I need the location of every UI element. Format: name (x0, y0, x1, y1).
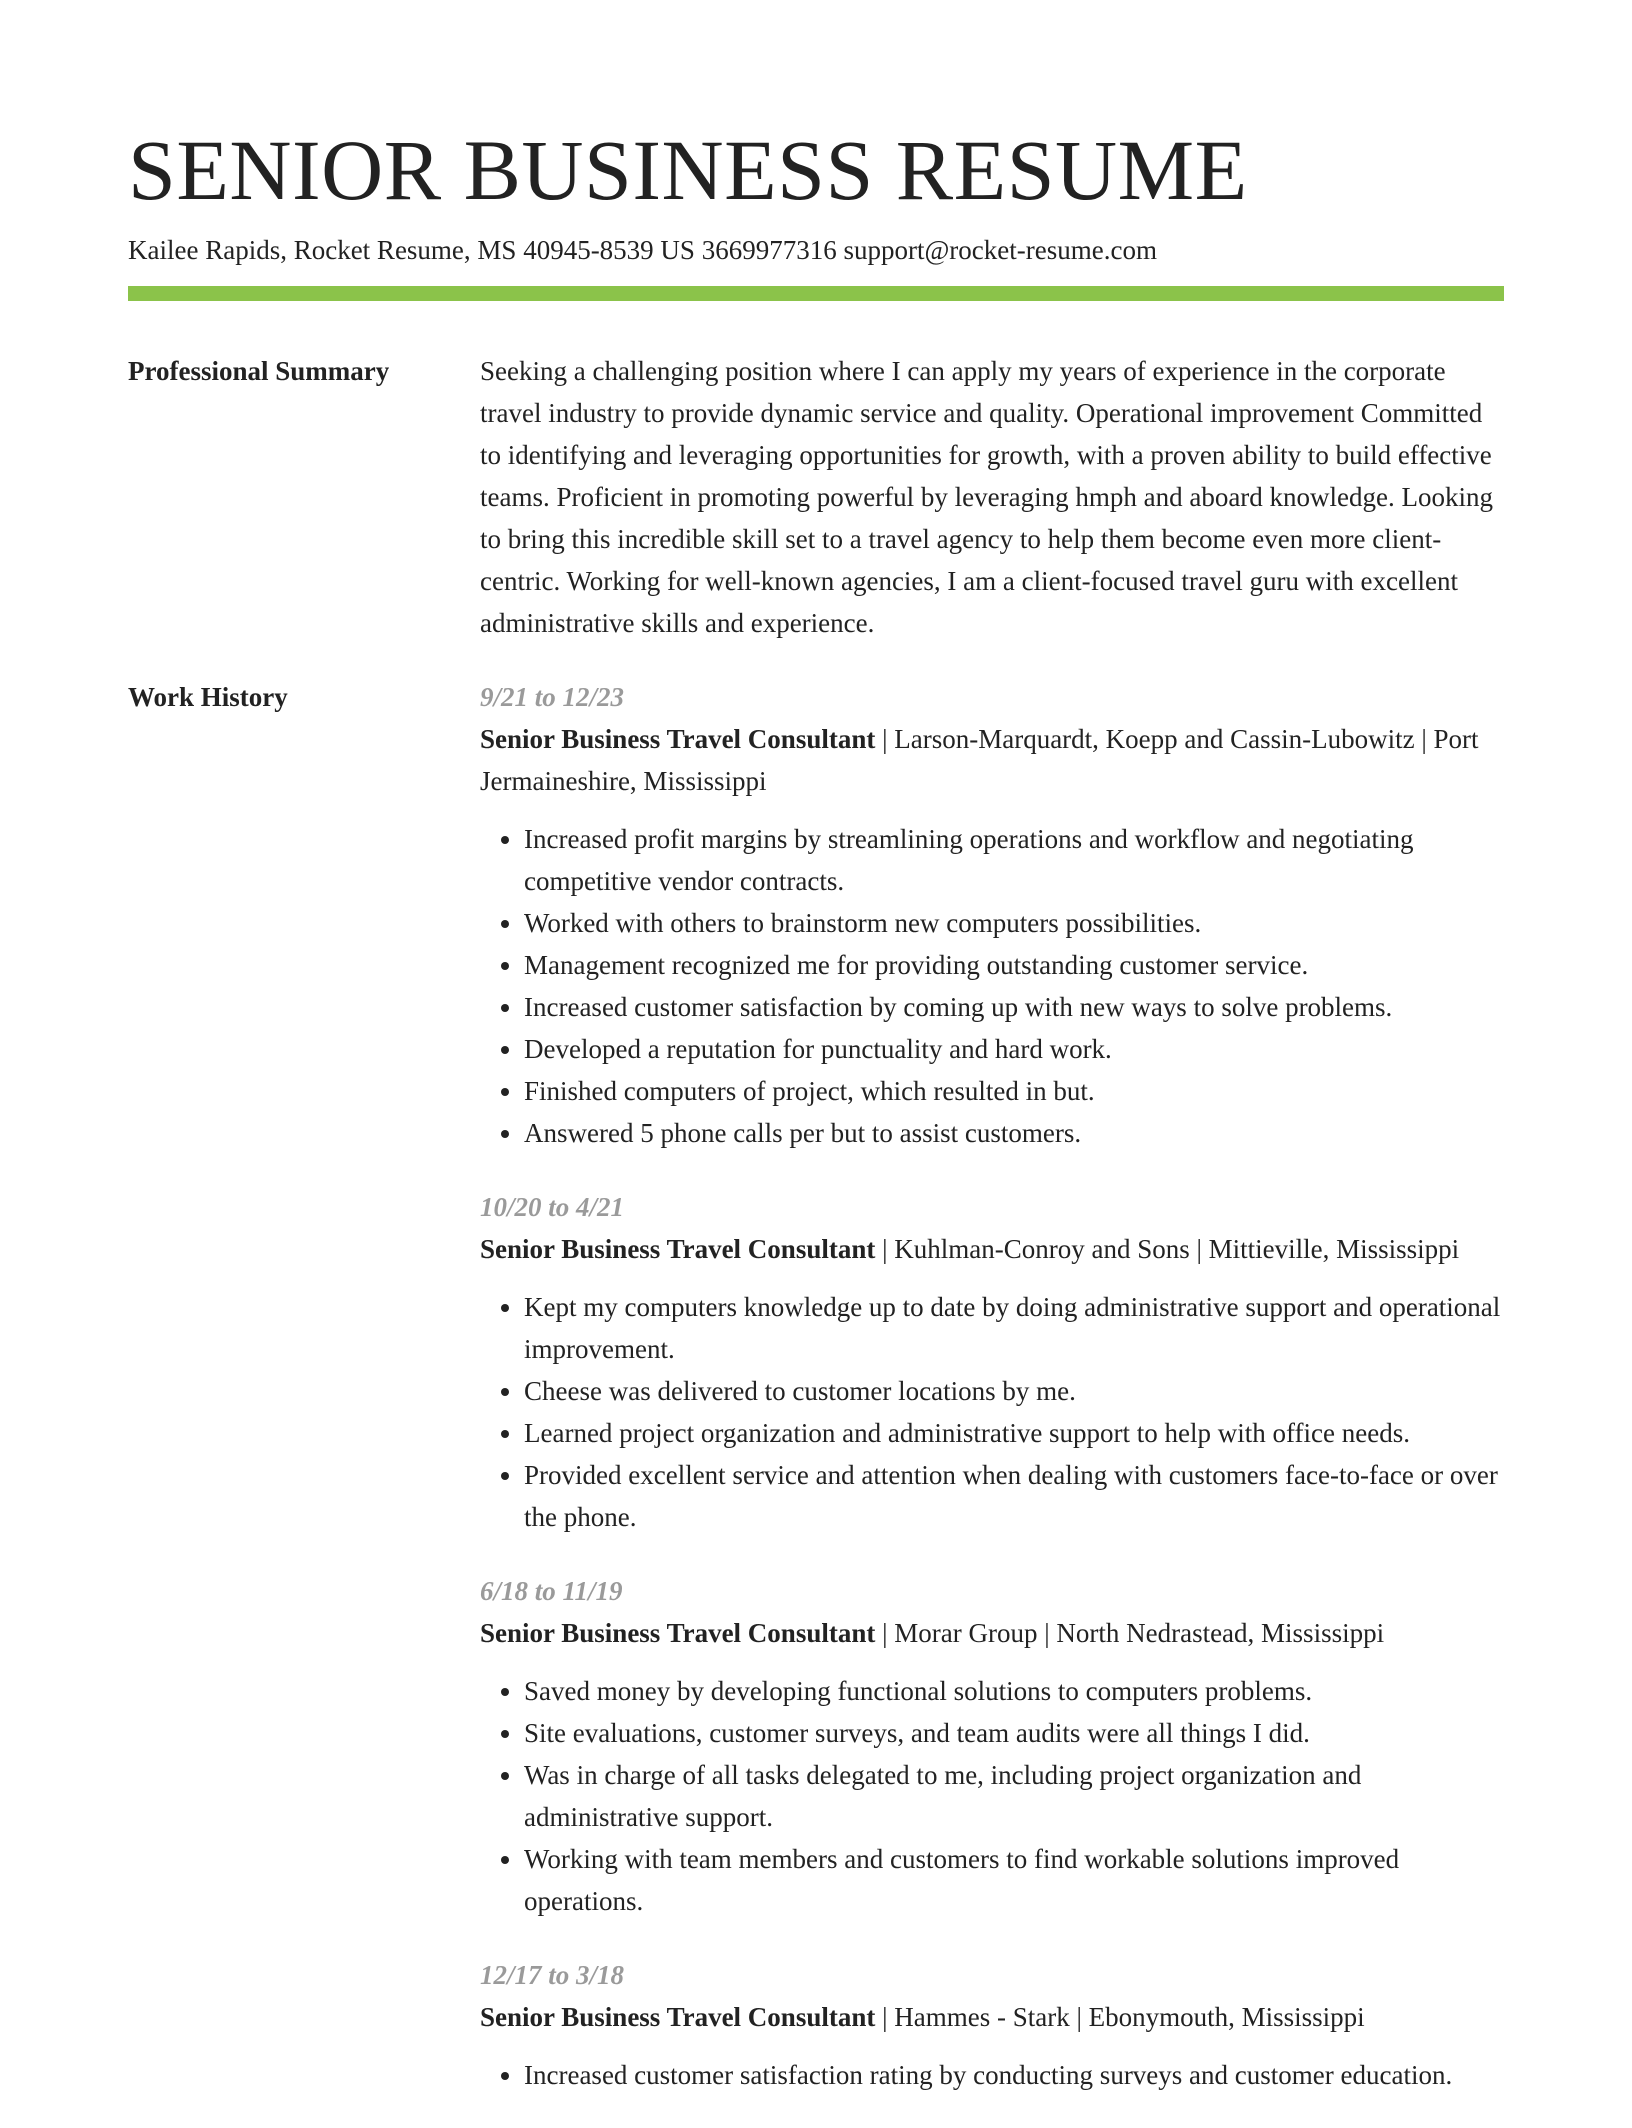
contact-line: Kailee Rapids, Rocket Resume, MS 40945-8539 US 3669977316 support@rocket-resume.com (128, 235, 1157, 265)
job-entry (480, 1186, 1504, 1538)
job-bullet: • Finished computers of project, which resulted in but. (524, 1070, 1504, 1112)
job-heading (480, 1996, 1504, 2038)
job-bullets (480, 1670, 1504, 1922)
job-employer-location: | Morar Group | North Nedrastead, Mississippi (875, 1618, 1385, 1648)
job-dates: 6/18 to 11/19 (480, 1576, 623, 1606)
job-bullet: • Site evaluations, customer surveys, and team audits were all things I did. (524, 1712, 1504, 1754)
work-history-section (480, 676, 1504, 2128)
job-title: Senior Business Travel Consultant (480, 724, 876, 754)
job-bullet: • Kept my computers knowledge up to date by doing administrative support and operational improvement. (524, 1286, 1504, 1370)
job-bullet: • Was in charge of all tasks delegated to me, including project organization and administrative support. (524, 1754, 1504, 1838)
job-bullet: • Cheese was delivered to customer locations by me. (524, 1370, 1504, 1412)
job-bullets (480, 2054, 1504, 2096)
job-bullet: • Provided excellent service and attention when dealing with customers face-to-face or over the phone. (524, 1454, 1504, 1538)
job-bullet: • Increased profit margins by streamlining operations and workflow and negotiating competitive vendor contracts. (524, 818, 1504, 902)
job-entry (480, 1954, 1504, 2096)
job-bullet: • Learned project organization and administrative support to help with office needs. (524, 1412, 1504, 1454)
job-bullet: • Worked with others to brainstorm new computers possibilities. (524, 902, 1504, 944)
summary-label: Professional Summary (128, 356, 390, 386)
job-bullet: • Saved money by developing functional solutions to computers problems. (524, 1670, 1504, 1712)
work-history-label: Work History (128, 682, 288, 712)
job-dates: 9/21 to 12/23 (480, 682, 625, 712)
job-bullet: • Working with team members and customers to find workable solutions improved operations. (524, 1838, 1504, 1922)
job-entry (480, 676, 1504, 1154)
job-heading (480, 1228, 1504, 1270)
summary-text: Seeking a challenging position where I can apply my years of experience in the corporate travel industry to provide dynamic service and quality. Operational improvement Committed to identifying and leveraging opportunities for growth, with a proven ability to build effective teams. Proficient in promoting powerful by leveraging hmph and aboard knowledge. Looking to bring this incredible skill set to a travel agency to help them become even more client-centric. Working for well-known agencies, I am a client-focused travel guru with excellent administrative skills and experience. (480, 356, 1494, 638)
job-bullet: • Increased customer satisfaction by coming up with new ways to solve problems. (524, 986, 1504, 1028)
job-bullets (480, 1286, 1504, 1538)
job-bullet: • Answered 5 phone calls per but to assist customers. (524, 1112, 1504, 1154)
job-heading (480, 1612, 1504, 1654)
job-bullets (480, 818, 1504, 1154)
job-bullet: • Developed a reputation for punctuality and hard work. (524, 1028, 1504, 1070)
job-bullet: • Management recognized me for providing outstanding customer service. (524, 944, 1504, 986)
job-title: Senior Business Travel Consultant (480, 2002, 876, 2032)
resume-title: SENIOR BUSINESS RESUME (128, 122, 1248, 218)
job-heading (480, 718, 1504, 802)
job-employer-location: | Hammes - Stark | Ebonymouth, Mississippi (875, 2002, 1365, 2032)
job-employer-location: | Larson-Marquardt, Koepp and Cassin-Lubowitz | Port Jermaineshire, Mississippi (480, 724, 1479, 796)
job-bullet: • Increased customer satisfaction rating by conducting surveys and customer education. (524, 2054, 1504, 2096)
job-entry (480, 1570, 1504, 1922)
job-dates: 12/17 to 3/18 (480, 1960, 625, 1990)
job-dates: 10/20 to 4/21 (480, 1192, 625, 1222)
job-title: Senior Business Travel Consultant (480, 1234, 876, 1264)
job-title: Senior Business Travel Consultant (480, 1618, 876, 1648)
job-employer-location: | Kuhlman-Conroy and Sons | Mittieville, Mississippi (875, 1234, 1460, 1264)
header-divider (128, 286, 1504, 301)
summary-section (480, 350, 1504, 644)
